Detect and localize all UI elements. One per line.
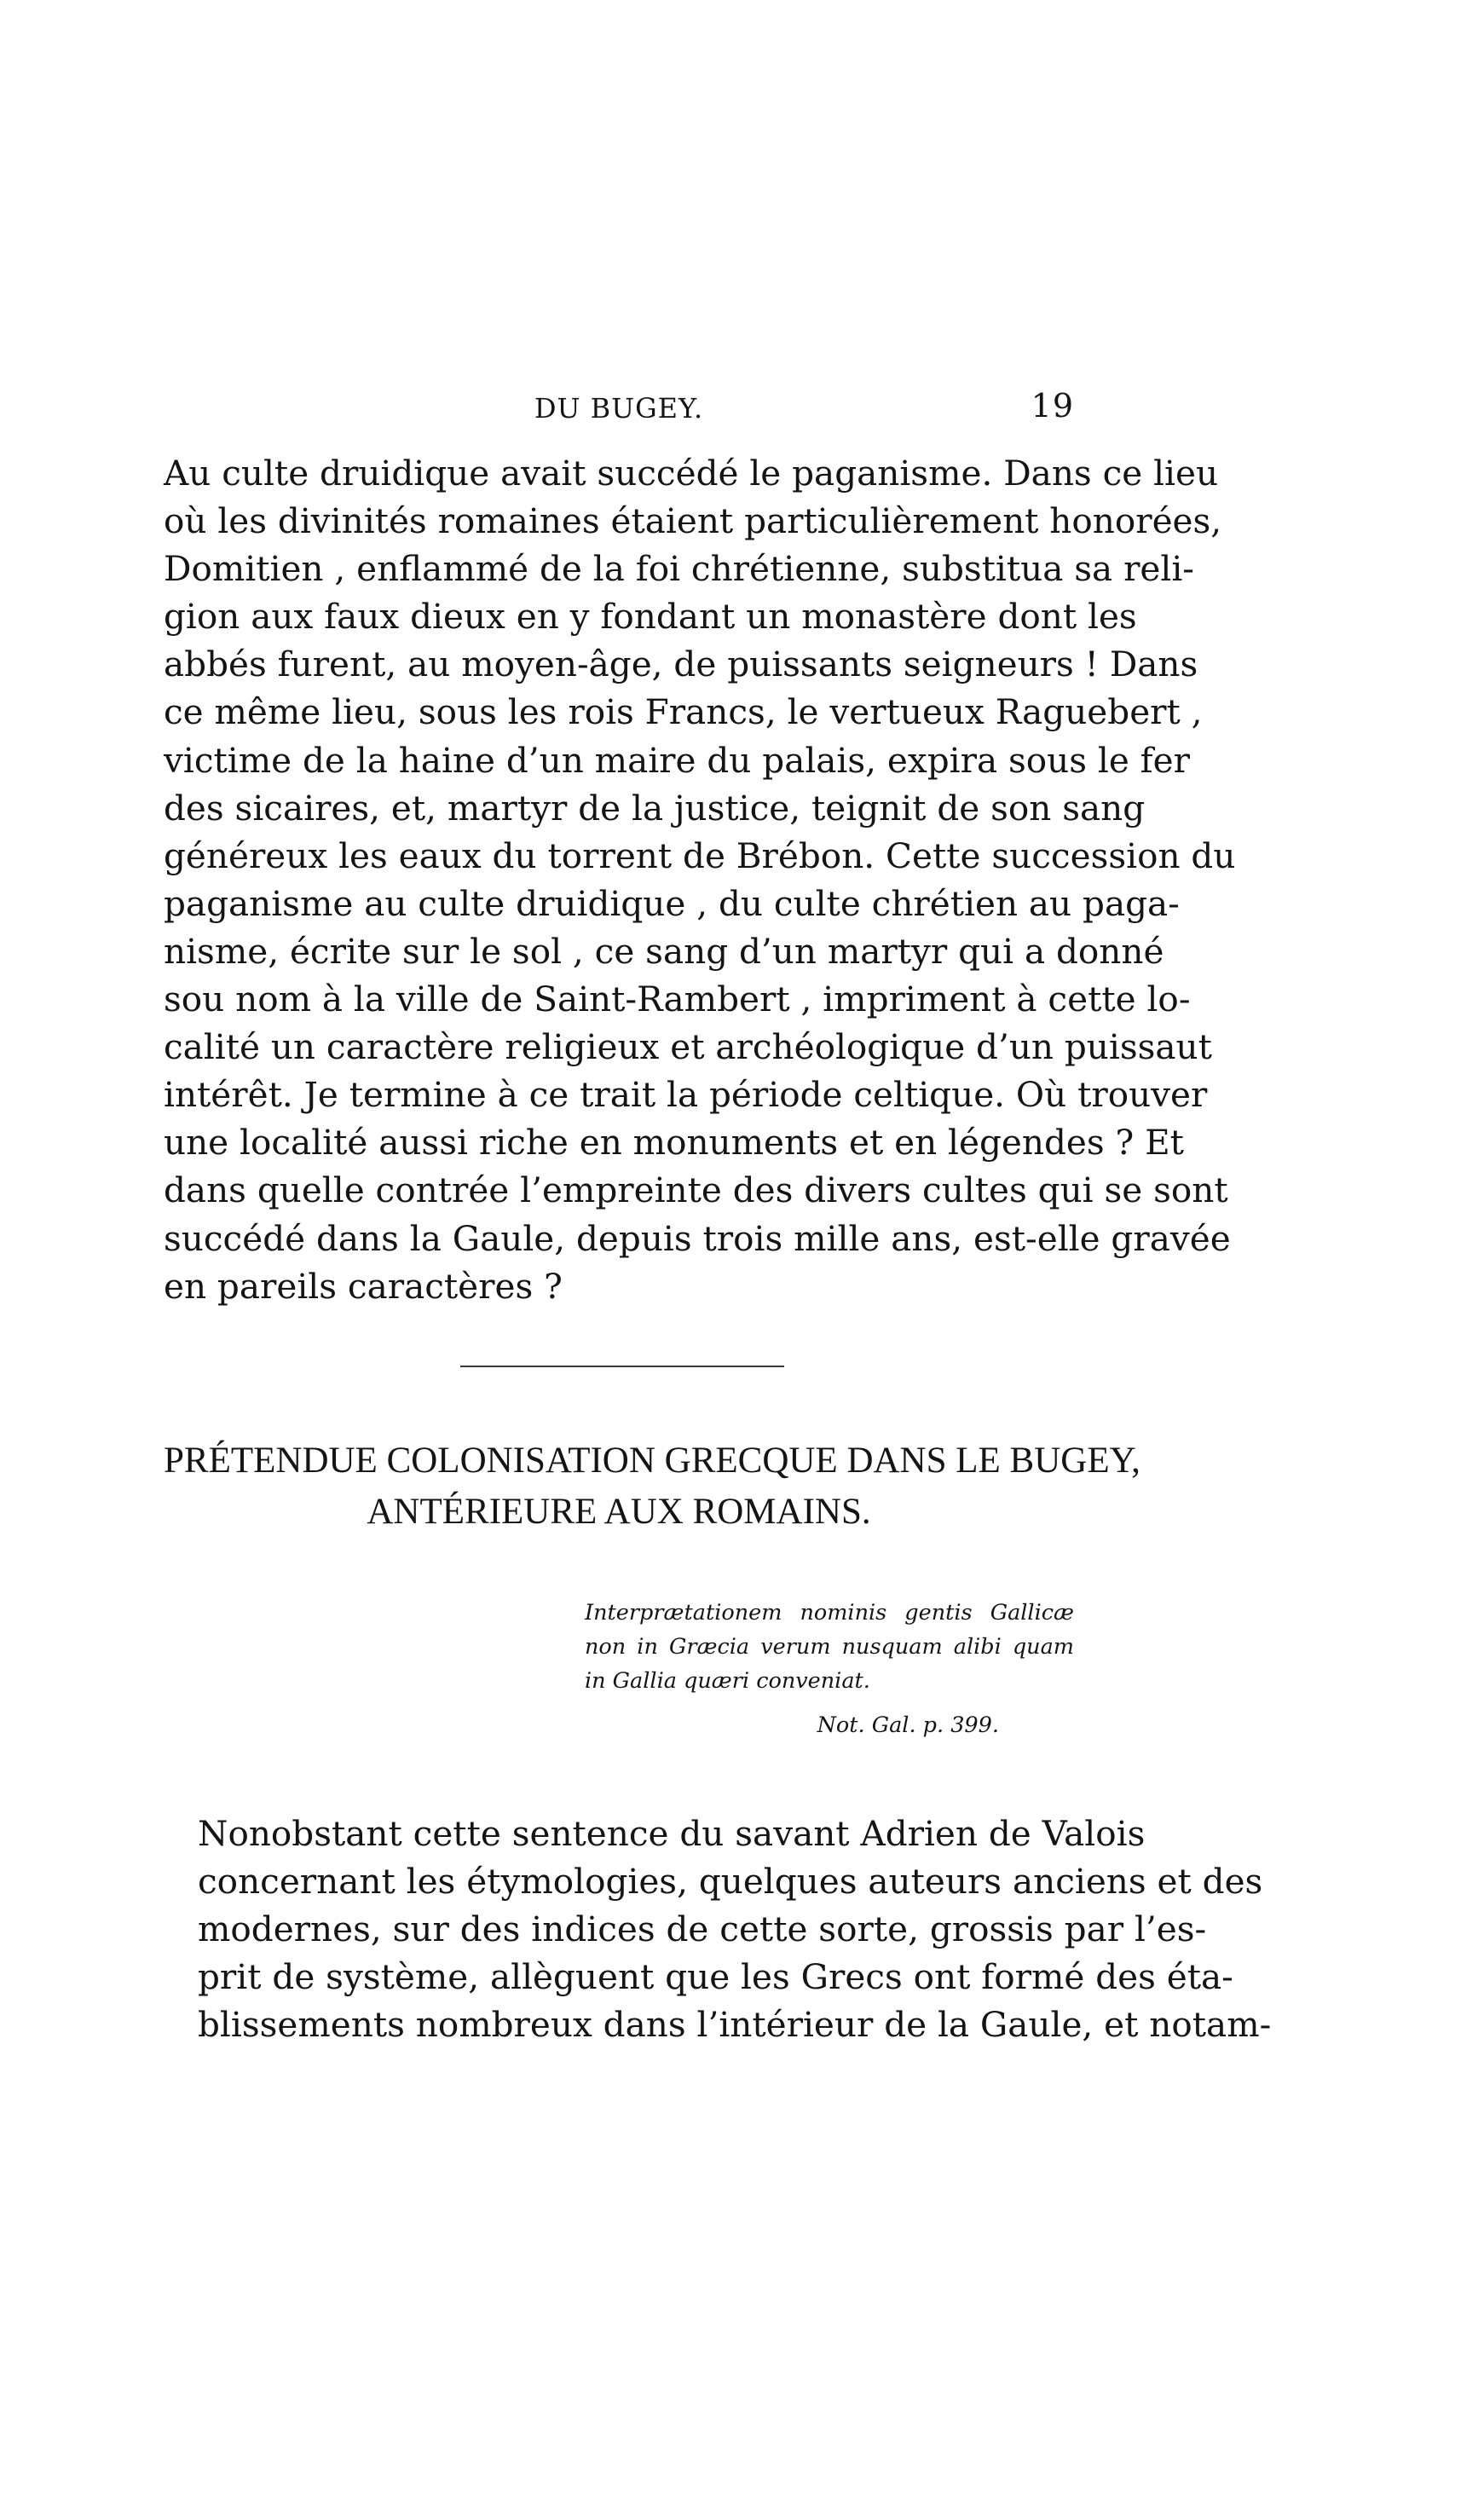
section-heading-line: PRÉTENDUE COLONISATION GRECQUE DANS LE BUGEY,	[164, 1441, 1140, 1481]
text-line: où les divinités romaines étaient particulièrement honorées,	[164, 500, 1222, 542]
epigraph-line: non in Græcia verum nusquam alibi quam	[585, 1634, 1074, 1660]
text-line: paganisme au culte druidique , du culte chrétien au paga-	[164, 882, 1180, 924]
text-line: Nonobstant cette sentence du savant Adrien de Valois	[198, 1813, 1146, 1854]
text-line: Domitien , enflammé de la foi chrétienne, substitua sa reli-	[164, 548, 1194, 590]
text-line: Au culte druidique avait succédé le paganisme. Dans ce lieu	[164, 453, 1219, 494]
section-divider	[460, 1366, 784, 1367]
epigraph-line: Interprætationem nominis gentis Gallicæ	[585, 1600, 1074, 1626]
text-line: victime de la haine d’un maire du palais, expira sous le fer	[164, 739, 1191, 781]
epigraph-line: in Gallia quæri conveniat.	[585, 1668, 870, 1694]
text-line: dans quelle contrée l’empreinte des divers cultes qui se sont	[164, 1169, 1228, 1211]
running-title: DU BUGEY.	[534, 392, 704, 424]
text-line: succédé dans la Gaule, depuis trois mille ans, est-elle gravée	[164, 1217, 1231, 1259]
page-number: 19	[1031, 387, 1074, 424]
text-line: des sicaires, et, martyr de la justice, teignit de son sang	[164, 787, 1146, 829]
text-line: blissements nombreux dans l’intérieur de la Gaule, et notam-	[198, 2004, 1272, 2046]
text-line: ce même lieu, sous les rois Francs, le vertueux Raguebert ,	[164, 691, 1203, 733]
text-line: sou nom à la ville de Saint-Rambert , impriment à cette lo-	[164, 979, 1191, 1020]
epigraph-source: Not. Gal. p. 399.	[817, 1712, 999, 1738]
text-line: abbés furent, au moyen-âge, de puissants seigneurs ! Dans	[164, 644, 1198, 685]
text-line: intérêt. Je termine à ce trait la période celtique. Où trouver	[164, 1074, 1208, 1116]
text-line: modernes, sur des indices de cette sorte, grossis par l’es-	[198, 1909, 1207, 1950]
section-heading	[164, 1435, 1140, 1538]
epigraph	[585, 1596, 1074, 1742]
text-line: calité un caractère religieux et archéologique d’un puissaut	[164, 1026, 1212, 1068]
text-line: gion aux faux dieux en y fondant un monastère dont les	[164, 596, 1137, 638]
text-line: prit de système, allèguent que les Grecs ont formé des éta-	[198, 1956, 1233, 1998]
section-heading-line: ANTÉRIEURE AUX ROMAINS.	[367, 1492, 871, 1532]
text-line: généreux les eaux du torrent de Brébon. Cette succession du	[164, 834, 1236, 876]
paragraph-saint-rambert	[164, 449, 1236, 1310]
running-header	[164, 387, 1074, 443]
text-line: concernant les étymologies, quelques auteurs anciens et des	[198, 1861, 1263, 1903]
text-line: nisme, écrite sur le sol , ce sang d’un martyr qui a donné	[164, 930, 1164, 972]
text-line: une localité aussi riche en monuments et en légendes ? Et	[164, 1122, 1184, 1164]
text-line: en pareils caractères ?	[164, 1265, 563, 1307]
paragraph-valois	[164, 1810, 1272, 2048]
